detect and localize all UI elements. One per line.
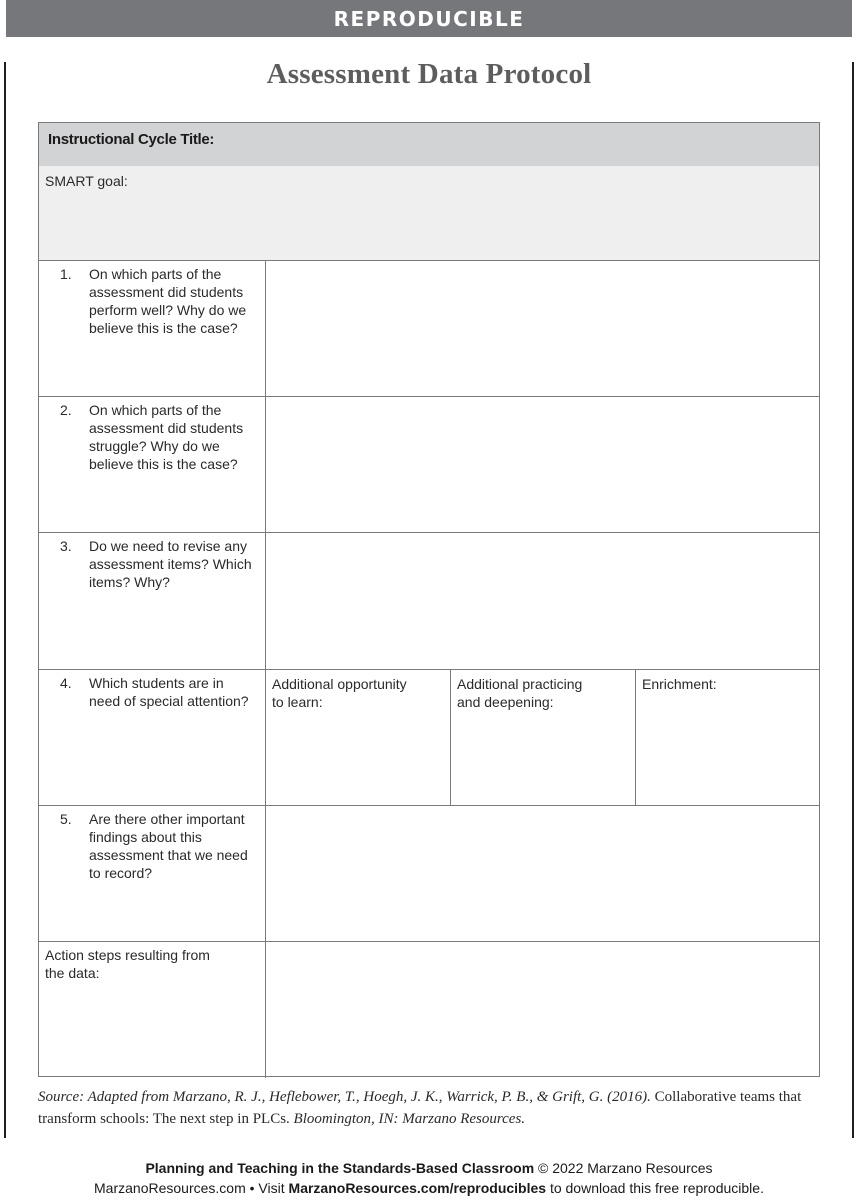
footer-book-title: Planning and Teaching in the Standards-Based Classroom — [145, 1160, 535, 1176]
question-number: 2. — [60, 402, 72, 418]
question-number: 3. — [60, 538, 72, 554]
banner-label: REPRODUCIBLE — [333, 7, 525, 31]
question-line: Which students are in — [89, 675, 224, 691]
source-book-title: Collaborative teams that transform schools: The next step in PLCs. — [38, 1089, 802, 1127]
question-4-cell — [39, 669, 265, 805]
question-line: assessment did students — [89, 420, 244, 436]
footer-line-1 — [0, 1160, 858, 1176]
question-number: 5. — [60, 811, 72, 827]
cycle-title-row[interactable] — [39, 123, 819, 166]
footer-visit: • Visit — [249, 1180, 285, 1196]
page-title: Assessment Data Protocol — [266, 58, 592, 90]
question-line: need of special attention? — [89, 693, 249, 709]
question-line: believe this is the case? — [89, 456, 238, 472]
question-line: Are there other important — [89, 811, 245, 827]
reproducible-banner — [6, 0, 852, 37]
question-text — [89, 674, 257, 710]
answer-5-field[interactable] — [266, 806, 821, 941]
column-label-line: and deepening: — [457, 694, 554, 710]
additional-opportunity-field[interactable] — [266, 670, 450, 805]
source-lead: Source: Adapted from Marzano, R. J., Heflebower, T., Hoegh, J. K., Warrick, P. B., & Grift, G. (2016). — [38, 1089, 651, 1105]
question-line: believe this is the case? — [89, 320, 238, 336]
column-label-line: Additional opportunity — [272, 676, 407, 692]
right-margin-rule — [852, 62, 854, 1138]
column-label-line: Enrichment: — [642, 676, 717, 692]
answer-2-field[interactable] — [266, 397, 821, 532]
question-line: On which parts of the — [89, 266, 222, 282]
action-steps-line: the data: — [45, 965, 100, 981]
assessment-form — [38, 122, 820, 1077]
question-2-cell — [39, 396, 265, 532]
question-line: assessment did students — [89, 284, 244, 300]
question-line: assessment that we need — [89, 847, 248, 863]
answer-3-field[interactable] — [266, 533, 821, 669]
question-5-cell — [39, 805, 265, 941]
question-line: assessment items? Which — [89, 556, 252, 572]
answer-1-field[interactable] — [266, 261, 821, 396]
question-number: 4. — [60, 675, 72, 691]
smart-goal-label: SMART goal: — [45, 173, 128, 189]
action-steps-label — [45, 946, 235, 982]
question-line: On which parts of the — [89, 402, 222, 418]
footer-copyright: © 2022 Marzano Resources — [538, 1160, 713, 1176]
footer-reproducibles-link[interactable]: MarzanoResources.com/reproducibles — [288, 1180, 547, 1196]
footer-line-2 — [0, 1180, 858, 1196]
question-number: 1. — [60, 266, 72, 282]
question-line: perform well? Why do we — [89, 302, 247, 318]
question-text — [89, 401, 257, 473]
question-line: struggle? Why do we — [89, 438, 220, 454]
action-steps-field[interactable] — [266, 942, 821, 1077]
left-margin-rule — [4, 62, 6, 1138]
question-line: to record? — [89, 865, 153, 881]
enrichment-field[interactable] — [636, 670, 821, 805]
enrichment-label — [642, 675, 812, 693]
question-text — [89, 537, 257, 591]
column-label-line: to learn: — [272, 694, 323, 710]
footer-site: MarzanoResources.com — [94, 1180, 246, 1196]
question-line: Do we need to revise any — [89, 538, 247, 554]
smart-goal-row[interactable] — [39, 166, 819, 260]
action-steps-line: Action steps resulting from — [45, 947, 210, 963]
additional-opportunity-label — [272, 675, 442, 711]
additional-practicing-field[interactable] — [451, 670, 635, 805]
question-1-cell — [39, 260, 265, 396]
question-3-cell — [39, 532, 265, 669]
source-publisher: Bloomington, IN: Marzano Resources. — [293, 1111, 526, 1127]
question-text — [89, 810, 257, 882]
footer-tail: to download this free reproducible. — [549, 1180, 764, 1196]
additional-practicing-label — [457, 675, 627, 711]
question-text — [89, 265, 257, 337]
action-steps-cell — [39, 941, 265, 1077]
source-citation — [38, 1086, 828, 1130]
question-line: items? Why? — [89, 574, 170, 590]
question-line: findings about this — [89, 829, 202, 845]
column-label-line: Additional practicing — [457, 676, 583, 692]
cycle-title-label: Instructional Cycle Title: — [48, 131, 215, 148]
